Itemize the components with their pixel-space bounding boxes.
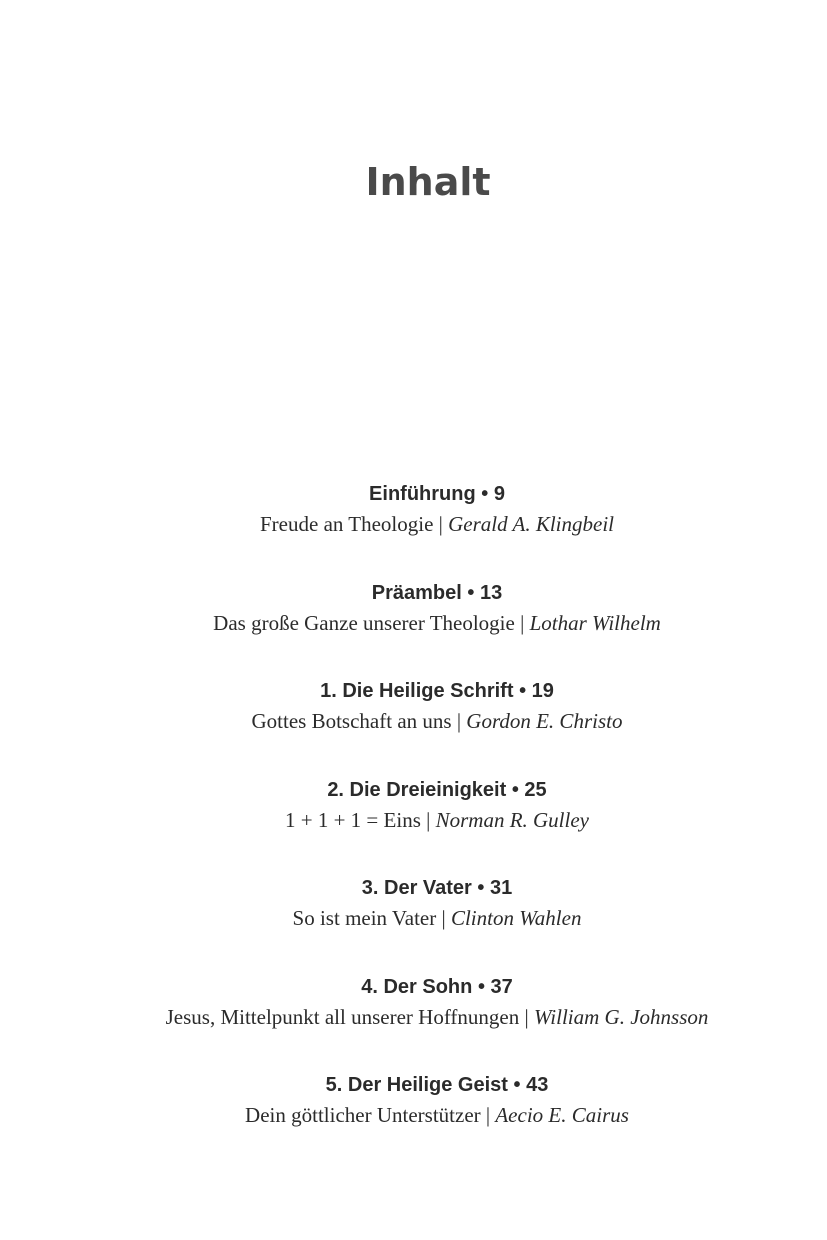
chapter-subtitle: Gottes Botschaft an uns <box>251 709 452 733</box>
pipe-separator: | <box>456 709 462 733</box>
page-title: Inhalt <box>365 160 491 204</box>
bullet-separator: • <box>481 483 489 505</box>
toc-entry <box>0 579 827 678</box>
page-number: 43 <box>526 1074 549 1096</box>
chapter-author: Gordon E. Christo <box>466 709 623 733</box>
toc-entry-heading <box>0 776 827 804</box>
pipe-separator: | <box>441 906 446 930</box>
toc-entry <box>0 973 827 1072</box>
toc-entry-subtitle-line <box>0 607 827 639</box>
toc-entry <box>0 1071 827 1170</box>
toc-entry <box>0 874 827 973</box>
toc-entry <box>0 480 827 579</box>
chapter-subtitle: Dein göttlicher Unterstützer <box>245 1103 481 1127</box>
toc-entry-heading <box>0 677 827 705</box>
pipe-separator: | <box>524 1004 529 1029</box>
chapter-title: 3. Der Vater <box>361 877 472 899</box>
bullet-separator: • <box>467 581 475 604</box>
chapter-title: 1. Die Heilige Schrift <box>320 680 514 702</box>
toc-entry-heading <box>0 480 827 508</box>
page-number: 31 <box>489 877 513 899</box>
toc-entry-subtitle-line <box>0 902 827 934</box>
page-number: 13 <box>479 581 503 604</box>
bullet-separator: • <box>477 975 485 998</box>
chapter-author: Clinton Wahlen <box>450 906 582 930</box>
toc-entry <box>0 776 827 875</box>
toc-entry-heading <box>0 579 827 607</box>
bullet-separator: • <box>513 1074 521 1096</box>
toc-entry-subtitle-line <box>0 508 827 540</box>
pipe-separator: | <box>426 807 431 832</box>
chapter-title: Einführung <box>369 483 476 505</box>
chapter-author: Aecio E. Cairus <box>495 1103 629 1127</box>
toc-entry-subtitle-line <box>0 804 827 836</box>
chapter-author: Lothar Wilhelm <box>529 610 661 635</box>
page-number: 37 <box>490 975 513 998</box>
toc-entry-subtitle-line <box>0 705 827 737</box>
chapter-subtitle: 1 + 1 + 1 = Eins <box>285 807 421 832</box>
bullet-separator: • <box>519 680 527 702</box>
page-number: 25 <box>524 778 547 801</box>
toc-entry-subtitle-line <box>0 1001 827 1033</box>
toc-entry-subtitle-line <box>0 1099 827 1131</box>
toc-entry-heading <box>0 1071 827 1099</box>
chapter-title: Präambel <box>371 581 462 604</box>
chapter-title: 5. Der Heilige Geist <box>325 1074 508 1096</box>
toc-entry-heading <box>0 874 827 902</box>
chapter-subtitle: Freude an Theologie <box>260 512 434 536</box>
pipe-separator: | <box>520 610 525 635</box>
toc-entry-heading <box>0 973 827 1001</box>
table-of-contents <box>0 480 827 1170</box>
chapter-subtitle: Jesus, Mittelpunkt all unserer Hoffnungen <box>165 1004 520 1029</box>
chapter-title: 4. Der Sohn <box>361 975 473 998</box>
chapter-author: Norman R. Gulley <box>435 807 589 832</box>
page-number: 19 <box>531 680 554 702</box>
chapter-subtitle: Das große Ganze unserer Theologie <box>213 610 515 635</box>
toc-entry <box>0 677 827 776</box>
pipe-separator: | <box>438 512 443 536</box>
chapter-title: 2. Die Dreieinigkeit <box>327 778 507 801</box>
page-number: 9 <box>493 483 505 505</box>
chapter-author: William G. Johnsson <box>533 1004 709 1029</box>
pipe-separator: | <box>485 1103 491 1127</box>
bullet-separator: • <box>477 877 485 899</box>
bullet-separator: • <box>511 778 519 801</box>
chapter-author: Gerald A. Klingbeil <box>448 512 614 536</box>
chapter-subtitle: So ist mein Vater <box>292 906 437 930</box>
